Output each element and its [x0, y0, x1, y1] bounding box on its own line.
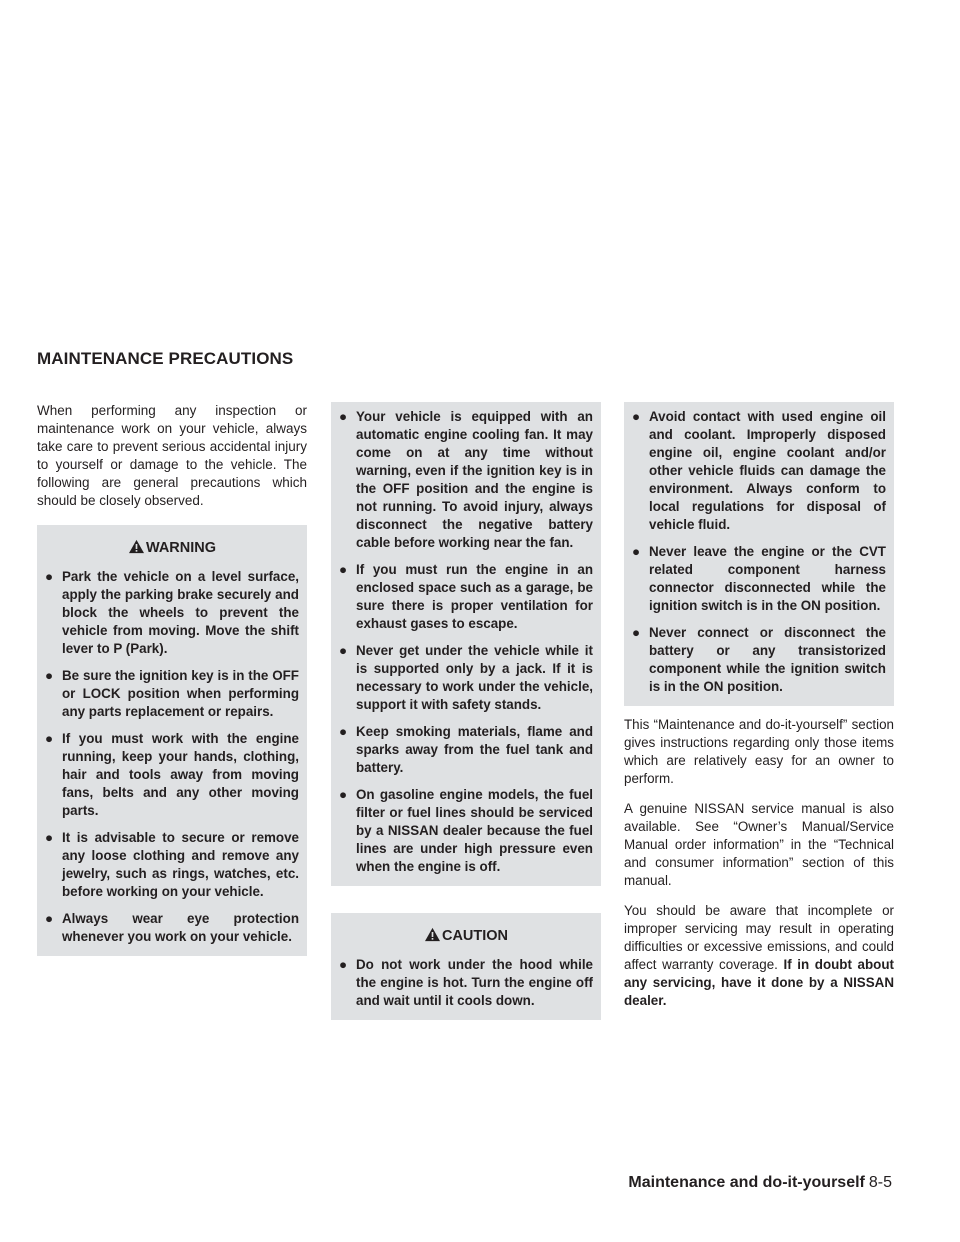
caution-heading	[339, 913, 593, 956]
list-item	[339, 642, 593, 714]
list-item-text: Avoid contact with used engine oil and coolant. Improperly disposed engine oil, engine coolant and/or other vehicle fluids can damage the environment. Always conform to local regulations for disposal of vehicle fluid.	[649, 409, 886, 532]
warning-heading	[45, 525, 299, 568]
column-3	[624, 402, 894, 1022]
warning-box	[37, 525, 307, 956]
list-item-text: Never get under the vehicle while it is supported only by a jack. If it is necessary to work under the vehicle, support it with safety stands.	[356, 643, 593, 712]
bullet-icon: ●	[632, 625, 641, 640]
list-item-text: Never leave the engine or the CVT related component harness connector disconnected while the ignition switch is in the ON position.	[649, 544, 886, 613]
bullet-icon: ●	[632, 409, 641, 424]
list-item-text: It is advisable to secure or remove any loose clothing and remove any jewelry, such as rings, watches, etc. before working on your vehicle.	[62, 830, 299, 899]
bullet-icon: ●	[45, 911, 54, 926]
caution-list-col2	[339, 956, 593, 1020]
list-item	[339, 956, 593, 1010]
paragraph-service-manual: A genuine NISSAN service manual is also available. See “Owner’s Manual/Service Manual order information” in the “Technical and consumer information” section of this manual.	[624, 801, 894, 888]
column-1	[37, 402, 307, 956]
list-item	[339, 561, 593, 633]
bullet-icon: ●	[632, 544, 641, 559]
bullet-icon: ●	[45, 731, 54, 746]
servicing-advice-text: You should be aware that incomplete or improper servicing may result in operating difficulties or excessive emissions, and could affect warranty coverage.	[624, 903, 894, 972]
list-item	[45, 568, 299, 658]
section-title: MAINTENANCE PRECAUTIONS	[37, 349, 294, 368]
list-item	[632, 408, 886, 534]
warning-list-col1	[45, 568, 299, 956]
caution-list-col3	[632, 408, 886, 706]
list-item	[339, 408, 593, 552]
bullet-icon: ●	[45, 668, 54, 683]
intro-paragraph: When performing any inspection or maintenance work on your vehicle, always take care to prevent serious accidental injury to yourself or damage to the vehicle. The following are general precautions which should be closely observed.	[37, 403, 307, 508]
list-item-text: Your vehicle is equipped with an automatic engine cooling fan. It may come on at any time without warning, even if the ignition key is in the OFF position and the engine is not running. To avoid injury, always disconnect the negative battery cable before working near the fan.	[356, 409, 593, 550]
list-item	[45, 910, 299, 946]
list-item-text: If you must run the engine in an enclosed space such as a garage, be sure there is proper ventilation for exhaust gases to escape.	[356, 562, 593, 631]
bullet-icon: ●	[339, 643, 348, 658]
page-number: 8-5	[868, 1174, 892, 1191]
bullet-icon: ●	[339, 957, 348, 972]
paragraph-servicing-advice	[624, 902, 894, 1010]
page-footer	[628, 1174, 892, 1192]
list-item	[45, 829, 299, 901]
list-item	[339, 786, 593, 876]
list-item-text: Be sure the ignition key is in the OFF or LOCK position when performing any parts replacement or repairs.	[62, 668, 299, 719]
list-item	[632, 543, 886, 615]
paragraph-section-scope: This “Maintenance and do-it-yourself” section gives instructions regarding only those items which are relatively easy for an owner to perform.	[624, 717, 894, 786]
caution-box-continued	[624, 402, 894, 706]
bullet-icon: ●	[45, 569, 54, 584]
list-item	[632, 624, 886, 696]
bullet-icon: ●	[45, 830, 54, 845]
list-item-text: Do not work under the hood while the engine is hot. Turn the engine off and wait until it cools down.	[356, 957, 593, 1008]
warning-triangle-icon	[424, 927, 441, 942]
list-item-text: Park the vehicle on a level surface, apply the parking brake securely and block the wheels to prevent the vehicle from moving. Move the shift lever to P (Park).	[62, 569, 299, 656]
caution-box	[331, 913, 601, 1020]
list-item-text: Never connect or disconnect the battery or any transistorized component while the ignition switch is in the ON position.	[649, 625, 886, 694]
warning-list-col2	[339, 408, 593, 886]
bullet-icon: ●	[339, 562, 348, 577]
bullet-icon: ●	[339, 787, 348, 802]
list-item-text: If you must work with the engine running, keep your hands, clothing, hair and tools away from moving fans, belts and any other moving parts.	[62, 731, 299, 818]
bullet-icon: ●	[339, 409, 348, 424]
servicing-advice-emphasis: If in doubt about any servicing, have it done by a NISSAN dealer.	[624, 957, 894, 1008]
warning-triangle-icon	[128, 539, 145, 554]
caution-heading-text: CAUTION	[441, 928, 509, 944]
warning-heading-text: WARNING	[145, 540, 217, 556]
footer-section-name: Maintenance and do-it-yourself	[628, 1174, 865, 1191]
warning-box-continued	[331, 402, 601, 886]
list-item-text: Always wear eye protection whenever you work on your vehicle.	[62, 911, 299, 944]
list-item-text: Keep smoking materials, flame and sparks away from the fuel tank and battery.	[356, 724, 593, 775]
list-item	[339, 723, 593, 777]
list-item	[45, 667, 299, 721]
column-2	[331, 402, 601, 1020]
list-item	[45, 730, 299, 820]
bullet-icon: ●	[339, 724, 348, 739]
list-item-text: On gasoline engine models, the fuel filter or fuel lines should be serviced by a NISSAN dealer because the fuel lines are under high pressure even when the engine is off.	[356, 787, 593, 874]
